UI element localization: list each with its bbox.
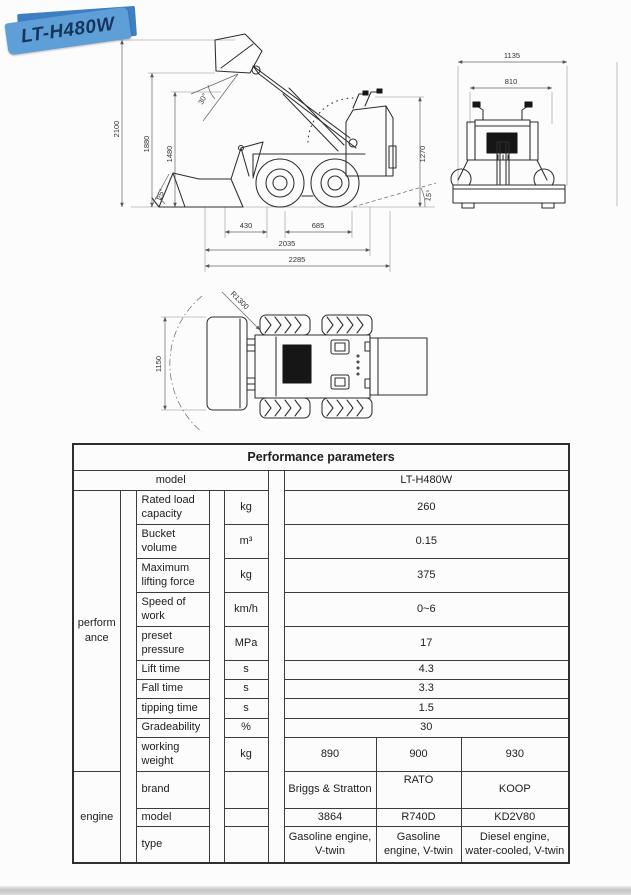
param-name: Rated load capacity <box>136 490 209 524</box>
category-engine: engine <box>73 771 120 863</box>
param-unit: m³ <box>224 524 268 558</box>
dim-turning-radius: R1300 <box>228 289 251 312</box>
param-value: 17 <box>284 626 569 660</box>
param-name: model <box>136 808 209 826</box>
param-value-variant-3: KOOP <box>461 771 569 808</box>
param-unit: km/h <box>224 592 268 626</box>
top-view-drawing <box>126 282 444 440</box>
dim-length-to-hitch: 2035 <box>278 239 296 248</box>
spacer-column-values <box>268 470 284 863</box>
table-title: Performance parameters <box>73 444 569 470</box>
model-badge-label: LT-H480W <box>19 13 117 48</box>
side-view-drawing <box>103 26 443 276</box>
param-unit: s <box>224 660 268 679</box>
param-unit-empty <box>224 771 268 808</box>
param-name: Maximum lifting force <box>136 558 209 592</box>
front-view-machine <box>451 102 565 208</box>
side-view-machine <box>152 34 396 207</box>
param-name: Bucket volume <box>136 524 209 558</box>
param-value-variant-1: Briggs & Stratton <box>284 771 376 808</box>
dim-bucket-width: 1150 <box>154 355 163 373</box>
page-edge-shadow <box>0 886 631 895</box>
spacer-column-b <box>209 490 224 863</box>
param-value-variant-3: 930 <box>461 737 569 771</box>
param-name: Fall time <box>136 679 209 698</box>
dim-front-axle-offset: 430 <box>239 221 253 230</box>
param-value-variant-2: 900 <box>376 737 461 771</box>
performance-parameters-table <box>72 443 570 864</box>
param-value: 260 <box>284 490 569 524</box>
dim-overall-width: 1135 <box>503 51 521 60</box>
param-name: Gradeability <box>136 718 209 737</box>
param-value: 375 <box>284 558 569 592</box>
dim-pivot-height: 1480 <box>165 145 174 163</box>
param-value-variant-1: 890 <box>284 737 376 771</box>
dim-hinge-height: 1880 <box>142 135 151 153</box>
param-name: brand <box>136 771 209 808</box>
param-value: 1.5 <box>284 698 569 718</box>
param-unit: MPa <box>224 626 268 660</box>
model-value-cell: LT-H480W <box>284 470 569 490</box>
param-value-variant-2: Gasoline engine, V-twin <box>376 826 461 863</box>
dim-departure-angle: 15° <box>423 189 434 202</box>
param-value: 30 <box>284 718 569 737</box>
param-name: Lift time <box>136 660 209 679</box>
param-unit-empty <box>224 826 268 863</box>
param-value-variant-2: R740D <box>376 808 461 826</box>
param-unit: kg <box>224 737 268 771</box>
param-unit: kg <box>224 490 268 524</box>
dim-overall-height: 2100 <box>112 120 121 138</box>
param-name: Speed of work <box>136 592 209 626</box>
param-name: preset pressure <box>136 626 209 660</box>
param-value: 0~6 <box>284 592 569 626</box>
param-name: type <box>136 826 209 863</box>
param-unit: s <box>224 698 268 718</box>
param-value: 4.3 <box>284 660 569 679</box>
param-name: tipping time <box>136 698 209 718</box>
dim-wheelbase: 685 <box>311 221 325 230</box>
dim-track-width: 810 <box>504 77 518 86</box>
param-unit: % <box>224 718 268 737</box>
top-view-machine <box>207 315 427 418</box>
param-unit: s <box>224 679 268 698</box>
model-label-cell: model <box>73 470 268 490</box>
spacer-column-a <box>120 490 136 863</box>
dim-dump-angle: 30° <box>196 91 210 106</box>
param-value-variant-1: 3864 <box>284 808 376 826</box>
dim-rollback-angle: 25° <box>154 187 167 202</box>
param-value: 0.15 <box>284 524 569 558</box>
dim-overall-length: 2285 <box>288 255 306 264</box>
param-unit: kg <box>224 558 268 592</box>
param-value-variant-3: KD2V80 <box>461 808 569 826</box>
category-performance: performance <box>73 490 120 771</box>
param-value-variant-3: Diesel engine, water-cooled, V-twin <box>461 826 569 863</box>
side-view-dimension-lines <box>112 40 435 272</box>
param-value-variant-2: RATO <box>376 771 461 808</box>
param-value: 3.3 <box>284 679 569 698</box>
dim-rear-height: 1270 <box>418 145 427 163</box>
param-value-variant-1: Gasoline engine, V-twin <box>284 826 376 863</box>
front-view-drawing <box>450 48 625 223</box>
param-name: working weight <box>136 737 209 771</box>
param-unit-empty <box>224 808 268 826</box>
